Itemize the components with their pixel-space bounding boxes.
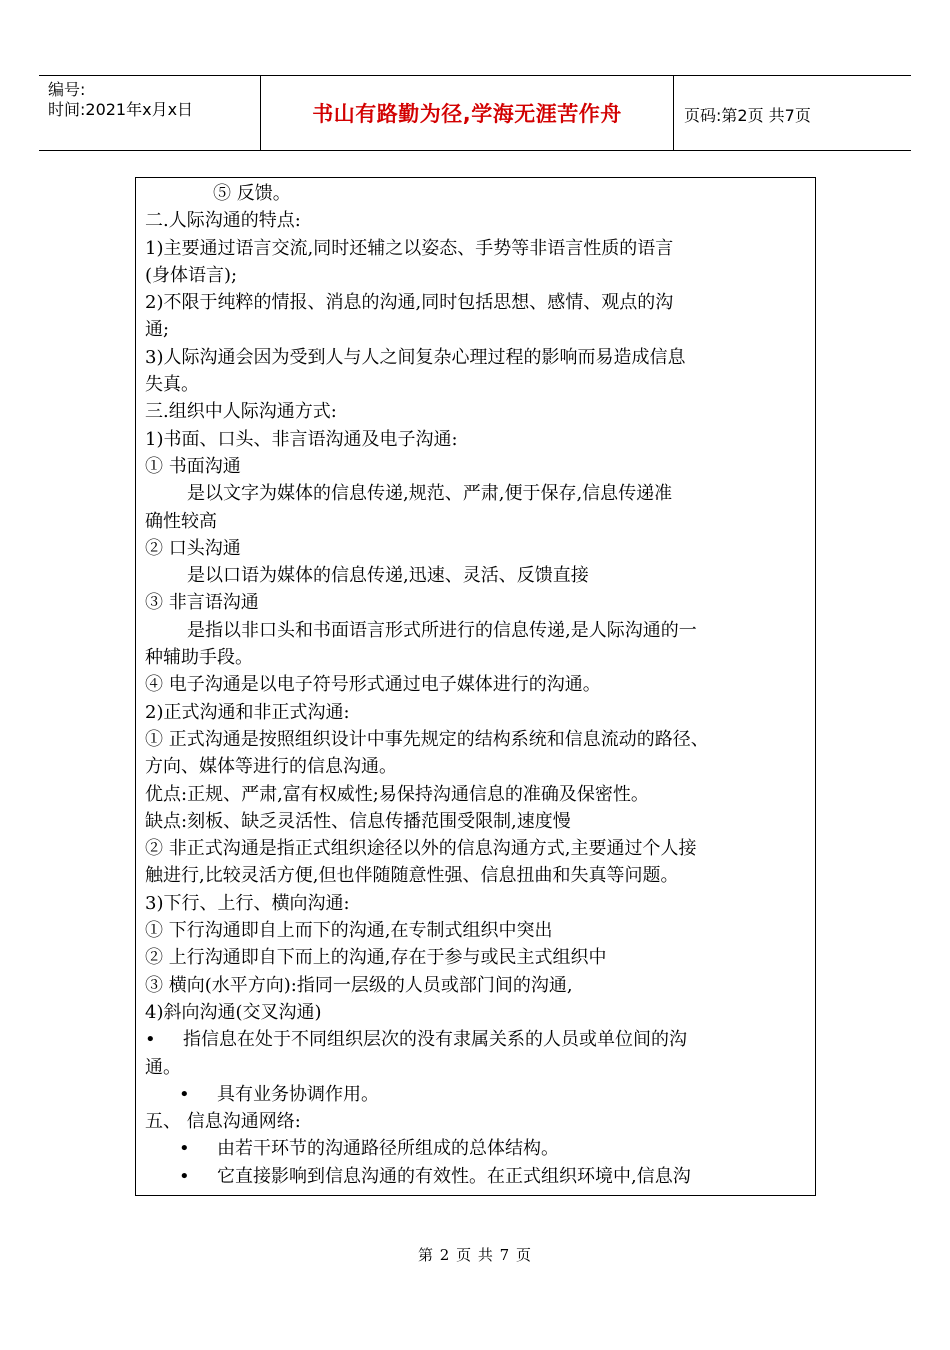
content-box bbox=[135, 177, 816, 1196]
text-line: ① 下行沟通即自上而下的沟通,在专制式组织中突出 bbox=[145, 920, 553, 942]
bullet-item bbox=[145, 1081, 807, 1108]
text-line: 2)不限于纯粹的情报、消息的沟通,同时包括思想、感情、观点的沟 bbox=[145, 292, 674, 314]
header-meta bbox=[48, 80, 193, 120]
text-line: 3)下行、上行、横向沟通: bbox=[145, 892, 350, 914]
number-label: 编号: bbox=[48, 80, 86, 99]
bullet-icon: • bbox=[179, 1083, 190, 1105]
bullet-item bbox=[145, 1135, 807, 1162]
text-line: 3)人际沟通会因为受到人与人之间复杂心理过程的影响而易造成信息 bbox=[145, 346, 686, 368]
text-line: 2)正式沟通和非正式沟通: bbox=[145, 701, 350, 723]
text-line: 通。 bbox=[145, 1056, 181, 1078]
bullet-icon: • bbox=[179, 1138, 190, 1160]
text-line: 确性较高 bbox=[145, 510, 217, 532]
text-line: 缺点:刻板、缺乏灵活性、信息传播范围受限制,速度慢 bbox=[145, 810, 571, 832]
header-motto: 书山有路勤为径,学海无涯苦作舟 bbox=[312, 102, 622, 126]
text-line: ② 上行沟通即自下而上的沟通,存在于参与或民主式组织中 bbox=[145, 947, 607, 969]
text-line: ② 非正式沟通是指正式组织途径以外的信息沟通方式,主要通过个人接 bbox=[145, 838, 697, 860]
text-line: 4)斜向沟通(交叉沟通) bbox=[145, 1001, 322, 1023]
bullet-item bbox=[145, 1163, 807, 1190]
text-line: ② 口头沟通 bbox=[145, 537, 241, 559]
text-line: ① 正式沟通是按照组织设计中事先规定的结构系统和信息流动的路径、 bbox=[145, 728, 709, 750]
header-page-info: 页码:第2页 共7页 bbox=[684, 106, 811, 125]
text-line: 1)主要通过语言交流,同时还辅之以姿态、手势等非语言性质的语言 bbox=[145, 237, 674, 259]
bullet-text: 由若干环节的沟通路径所组成的总体结构。 bbox=[217, 1138, 559, 1160]
text-line: 1)书面、口头、非言语沟通及电子沟通: bbox=[145, 428, 458, 450]
bullet-text: 指信息在处于不同组织层次的没有隶属关系的人员或单位间的沟 bbox=[183, 1029, 687, 1051]
text-line: 是以口语为媒体的信息传递,迅速、灵活、反馈直接 bbox=[187, 565, 589, 587]
bullet-item bbox=[145, 1026, 807, 1053]
text-line: 是指以非口头和书面语言形式所进行的信息传递,是人际沟通的一 bbox=[187, 619, 697, 641]
text-line: ④ 电子沟通是以电子符号形式通过电子媒体进行的沟通。 bbox=[145, 674, 601, 696]
page-footer: 第 2 页 共 7 页 bbox=[418, 1246, 532, 1264]
text-line: ⑤ 反馈。 bbox=[213, 183, 291, 204]
text-line: 方向、媒体等进行的信息沟通。 bbox=[145, 756, 397, 778]
section-heading: 五、 信息沟通网络: bbox=[145, 1111, 301, 1133]
bullet-text: 它直接影响到信息沟通的有效性。在正式组织环境中,信息沟 bbox=[217, 1165, 691, 1187]
text-line: 失真。 bbox=[145, 374, 199, 396]
text-line: 优点:正规、严肃,富有权威性;易保持沟通信息的准确及保密性。 bbox=[145, 783, 649, 805]
time-label: 时间:2021年x月x日 bbox=[48, 100, 194, 119]
bullet-icon: • bbox=[145, 1029, 156, 1051]
text-line: 是以文字为媒体的信息传递,规范、严肃,便于保存,信息传递准 bbox=[187, 483, 673, 505]
text-line: 通; bbox=[145, 319, 170, 341]
text-line: 触进行,比较灵活方便,但也伴随随意性强、信息扭曲和失真等问题。 bbox=[145, 865, 679, 887]
text-line: ③ 非言语沟通 bbox=[145, 592, 259, 614]
header-divider bbox=[673, 76, 674, 151]
bullet-icon: • bbox=[179, 1165, 190, 1187]
text-line: ③ 横向(水平方向):指同一层级的人员或部门间的沟通, bbox=[145, 974, 573, 996]
section-heading: 二.人际沟通的特点: bbox=[145, 210, 301, 232]
header-table bbox=[39, 75, 911, 151]
section-heading: 三.组织中人际沟通方式: bbox=[145, 401, 337, 423]
text-line: 种辅助手段。 bbox=[145, 647, 253, 669]
text-line: (身体语言); bbox=[145, 264, 238, 286]
text-line: ① 书面沟通 bbox=[145, 455, 241, 477]
bullet-text: 具有业务协调作用。 bbox=[217, 1083, 379, 1105]
